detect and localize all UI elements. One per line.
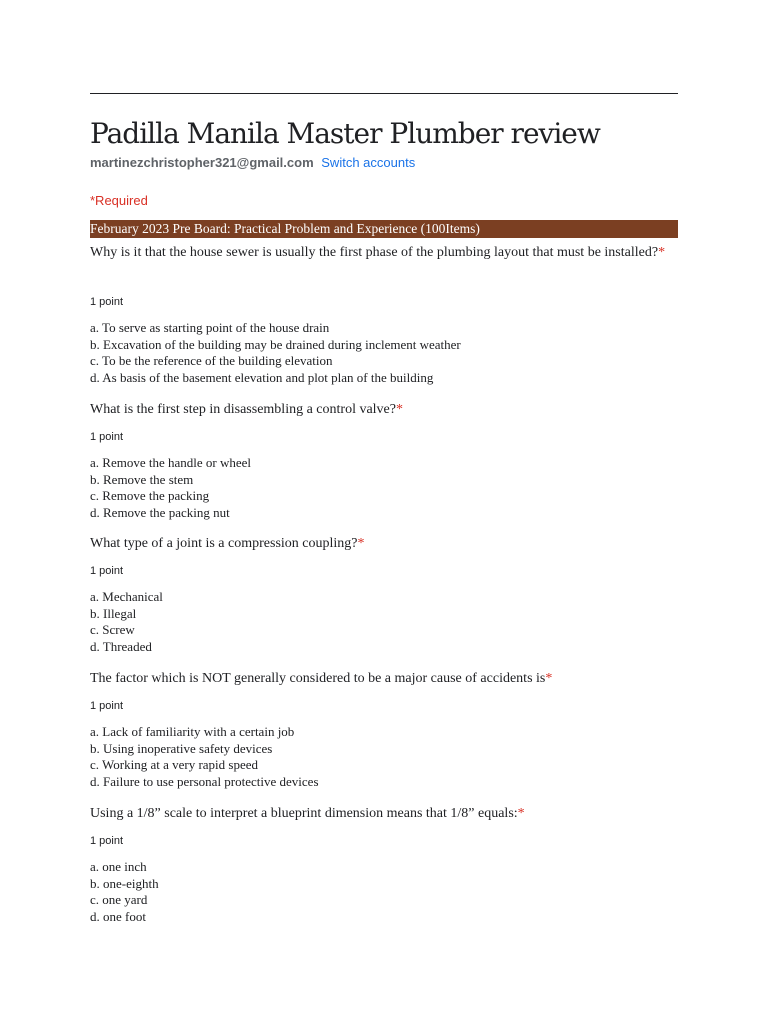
option-c[interactable]: c. To be the reference of the building elevation bbox=[90, 353, 333, 368]
question-text: Using a 1/8” scale to interpret a blueprint dimension means that 1/8” equals: bbox=[90, 806, 518, 821]
section-title: February 2023 Pre Board: Practical Problem and Experience (100Items) bbox=[90, 221, 480, 236]
question-3 bbox=[90, 533, 670, 555]
account-line bbox=[90, 154, 415, 172]
option-d[interactable]: d. Failure to use personal protective devices bbox=[90, 773, 319, 789]
option-d[interactable]: d. As basis of the basement elevation and plot plan of the building bbox=[90, 369, 434, 385]
option-c[interactable]: c. Remove the packing bbox=[90, 488, 210, 503]
required-note: *Required bbox=[90, 193, 148, 208]
section-header bbox=[90, 220, 678, 238]
question-text: Why is it that the house sewer is usually the first phase of the plumbing layout that must be installed? bbox=[90, 245, 659, 260]
switch-accounts-link[interactable]: Switch accounts bbox=[321, 155, 416, 170]
question-1-points: 1 point bbox=[90, 296, 124, 308]
question-2-options bbox=[90, 455, 251, 521]
required-star: * bbox=[395, 402, 403, 417]
required-star: * bbox=[357, 536, 365, 551]
option-a[interactable]: a. Remove the handle or wheel bbox=[90, 455, 251, 470]
question-5-points: 1 point bbox=[90, 835, 124, 847]
option-d[interactable]: d. Remove the packing nut bbox=[90, 504, 230, 520]
question-4-points: 1 point bbox=[90, 700, 124, 712]
account-email: martinezchristopher321@gmail.com bbox=[90, 155, 314, 170]
question-text: What is the first step in disassembling a control valve? bbox=[90, 402, 396, 417]
question-2 bbox=[90, 399, 670, 421]
form-title: Padilla Manila Master Plumber review bbox=[90, 117, 600, 150]
header-divider bbox=[90, 93, 678, 94]
required-star: * bbox=[658, 245, 666, 260]
option-b[interactable]: b. Using inoperative safety devices bbox=[90, 740, 273, 756]
question-text: What type of a joint is a compression coupling? bbox=[90, 536, 358, 551]
option-b[interactable]: b. Excavation of the building may be drained during inclement weather bbox=[90, 336, 461, 352]
option-b[interactable]: b. Remove the stem bbox=[90, 471, 194, 487]
question-3-points: 1 point bbox=[90, 565, 124, 577]
option-a[interactable]: a. To serve as starting point of the house drain bbox=[90, 320, 330, 335]
option-d[interactable]: d. one foot bbox=[90, 908, 146, 924]
option-a[interactable]: a. one inch bbox=[90, 859, 147, 874]
question-2-points: 1 point bbox=[90, 431, 124, 443]
question-1 bbox=[90, 242, 670, 264]
question-4 bbox=[90, 668, 670, 690]
option-d[interactable]: d. Threaded bbox=[90, 638, 152, 654]
question-1-options bbox=[90, 320, 461, 386]
required-star: * bbox=[545, 671, 553, 686]
question-5-options bbox=[90, 859, 159, 925]
question-text: The factor which is NOT generally considered to be a major cause of accidents is bbox=[90, 671, 546, 686]
option-b[interactable]: b. one-eighth bbox=[90, 875, 159, 891]
question-3-options bbox=[90, 589, 163, 655]
option-c[interactable]: c. one yard bbox=[90, 892, 148, 907]
required-star: * bbox=[517, 806, 525, 821]
option-a[interactable]: a. Lack of familiarity with a certain job bbox=[90, 724, 295, 739]
option-a[interactable]: a. Mechanical bbox=[90, 589, 163, 604]
question-4-options bbox=[90, 724, 319, 790]
option-c[interactable]: c. Working at a very rapid speed bbox=[90, 757, 259, 772]
option-c[interactable]: c. Screw bbox=[90, 622, 135, 637]
question-5 bbox=[90, 803, 670, 825]
option-b[interactable]: b. Illegal bbox=[90, 605, 137, 621]
